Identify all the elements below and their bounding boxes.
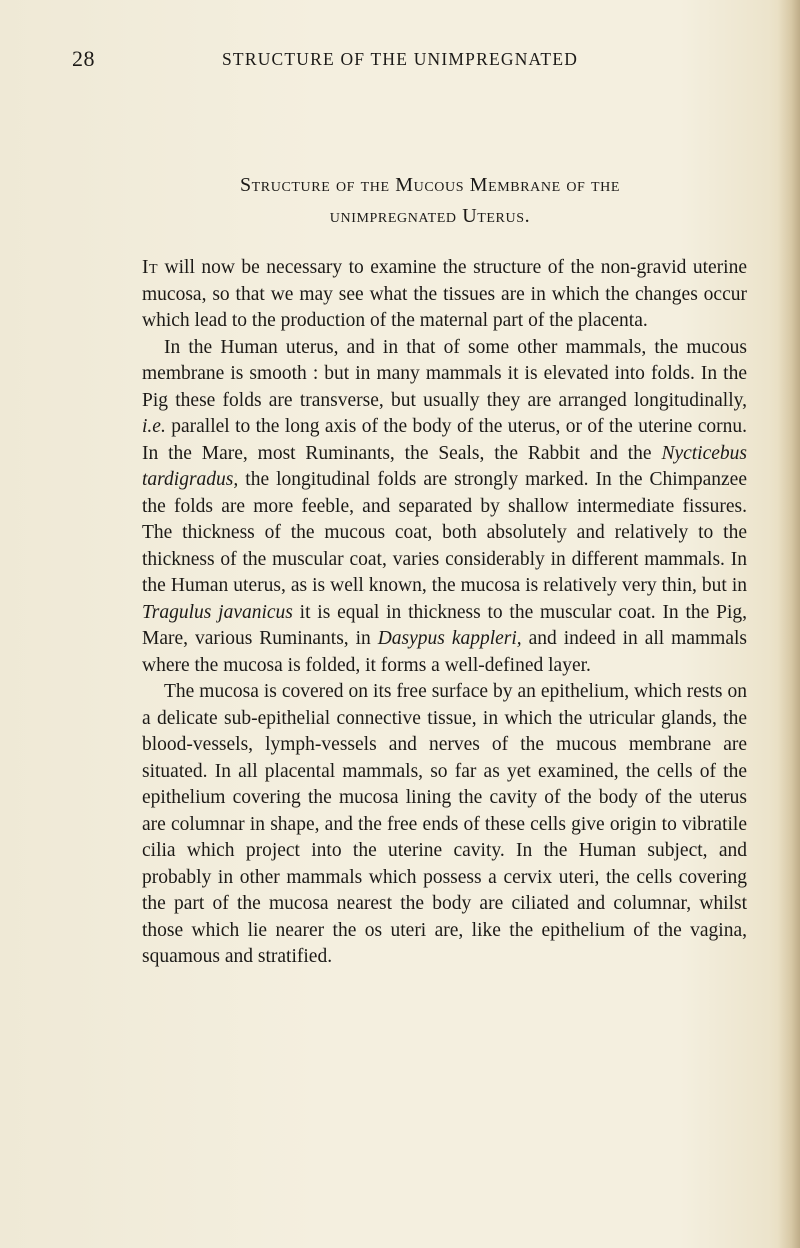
- species-name-dasypus: Dasypus kappleri,: [377, 628, 522, 649]
- paragraph-1-lead: It: [142, 257, 159, 278]
- running-head: STRUCTURE OF THE UNIMPREGNATED: [222, 49, 579, 69]
- paragraph-2-text-c: the longitudinal folds are strongly marked. In the Chimpanzee the folds are more feeble, and separated by shallow intermediate fissures. The thickness of the mucous coat, both absolutely and relatively to the thickness of the muscular coat, varies considerably in different mammals. In the Human uterus, as is well known, the mucosa is relatively very thin, but in: [142, 469, 747, 596]
- paragraph-2-text-d: it is equal in thickness to the muscular coat. In the Pig, Mare, various Ruminants, in: [142, 601, 747, 649]
- paragraph-2-text-a: In the Human uterus, and in that of some other mammals, the mucous membrane is smooth : but in many mammals it is elevated into folds. In the Pig these folds are transverse, but usually they are arranged longitudinally,: [142, 336, 747, 411]
- page-edge-shadow: [778, 0, 800, 1248]
- page-header: [72, 46, 692, 76]
- paragraph-3-text: The mucosa is covered on its free surface by an epithelium, which rests on a delicate sub-epithelial connective tissue, in which the utricular glands, the blood-vessels, lymph-vessels and nerves of the mucous membrane are situated. In all placental mammals, so far as yet examined, the cells of the epithelium covering the mucosa lining the cavity of the body of the uterus are columnar in shape, and the free ends of these cells give origin to vibratile cilia which project into the uterine cavity. In the Human subject, and probably in other mammals which possess a cervix uteri, the cells covering the part of the mucosa nearest the body are ciliated and columnar, whilst those which lie nearer the os uteri are, like the epithelium of the vagina, squamous and stratified.: [142, 681, 747, 967]
- section-title: [110, 170, 750, 232]
- section-title-line-2: unimpregnated Uterus.: [329, 205, 531, 227]
- section-title-line-1: Structure of the Mucous Membrane of the: [239, 174, 621, 196]
- species-name-nycticebus: Nycticebus tardigradus,: [142, 442, 747, 490]
- abbrev-ie: i.e.: [142, 416, 166, 437]
- paragraph-2: [142, 335, 747, 680]
- species-name-tragulus: Tragulus javanicus: [142, 601, 293, 623]
- body-text: [142, 255, 747, 971]
- paragraph-2-text-b: parallel to the long axis of the body of the uterus, or of the uterine cornu. In the Mare, most Ruminants, the Seals, the Rabbit and the: [142, 416, 747, 464]
- paragraph-3: [142, 679, 747, 971]
- paragraph-2-text-e: and indeed in all mammals where the mucosa is folded, it forms a well-defined layer.: [142, 628, 747, 676]
- paragraph-1-text: will now be necessary to examine the structure of the non-gravid uterine mucosa, so that we may see what the tissues are in which the changes occur which lead to the production of the maternal part of the placenta.: [142, 257, 747, 331]
- page-number: 28: [72, 46, 95, 71]
- paragraph-1: [142, 255, 747, 335]
